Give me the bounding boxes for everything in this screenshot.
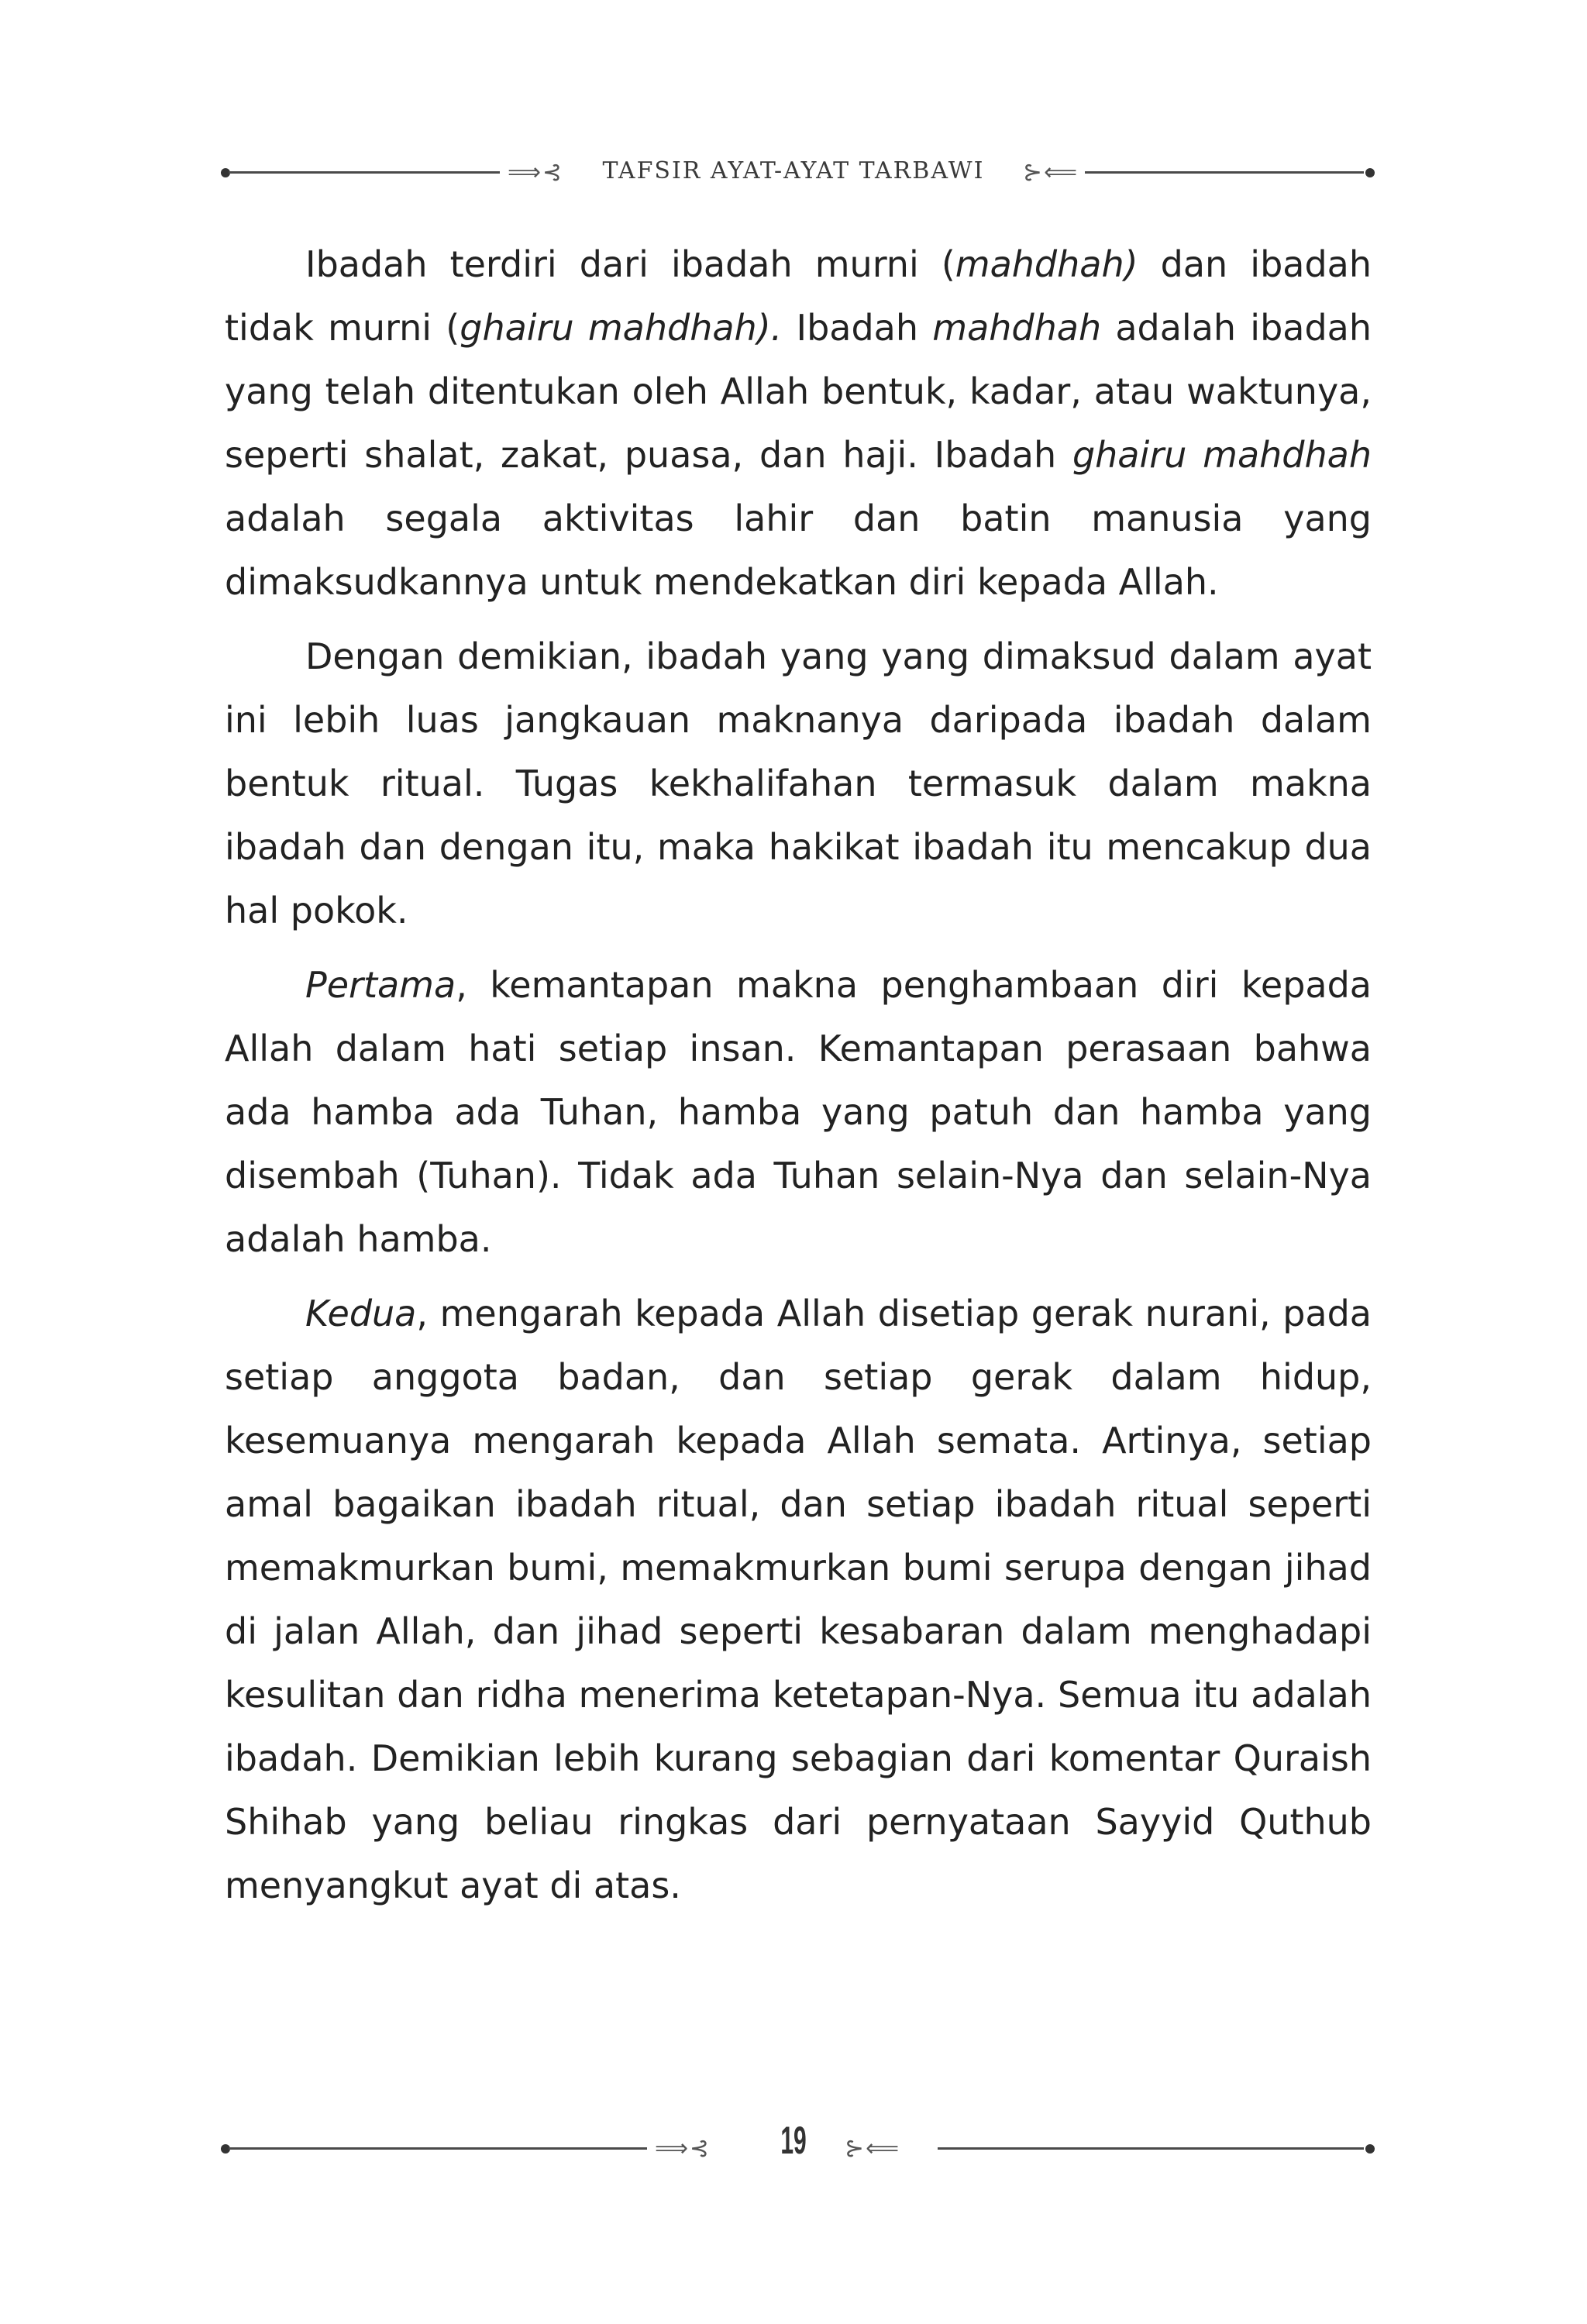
- page-number: 19: [780, 2119, 807, 2162]
- paragraph: [225, 625, 1372, 942]
- footer-rule-left: [229, 2147, 647, 2150]
- italic-term: Kedua: [305, 1293, 417, 1334]
- text-run: Ibadah terdiri dari ibadah murni (: [305, 243, 955, 285]
- running-title: TAFSIR AYAT-AYAT TARBAWI: [602, 157, 985, 184]
- paragraph: [225, 953, 1372, 1271]
- header-rule-right: [1085, 171, 1364, 174]
- italic-term: ghairu mahdhah: [1072, 434, 1372, 476]
- text-run: , mengarah kepada Allah disetiap gerak nurani, pada setiap anggota badan, dan setiap gerak dalam hidup, kesemuanya mengarah kepada Allah semata. Artinya, setiap amal bagaikan ibadah ritual, dan setiap ibadah ritual seperti memakmurkan bumi, memakmurkan bumi serupa dengan jihad di jalan Allah, dan jihad seperti kesabaran dalam menghadapi kesulitan dan ridha menerima ketetapan-Nya. Semua itu adalah ibadah. Demikian lebih kurang sebagian dari komentar Quraish Shihab yang beliau ringkas dari pernyataan Sayyid Quthub menyangkut ayat di atas.: [225, 1293, 1372, 1906]
- footer-rule-right: [938, 2147, 1364, 2150]
- footer-rule-right-dot: [1365, 2144, 1375, 2154]
- italic-term: mahdhah): [955, 243, 1138, 285]
- italic-term: ghairu mahdhah).: [460, 307, 783, 349]
- footer-ornament-left-icon: ⟹⊰: [655, 2135, 711, 2162]
- body-text: [225, 232, 1372, 1928]
- header-ornament-right-icon: ⊱⟸: [1023, 159, 1079, 186]
- header-ornament-left-icon: ⟹⊰: [508, 159, 564, 186]
- header-rule-right-dot: [1365, 168, 1375, 177]
- text-run: adalah ibadah yang telah ditentukan oleh Allah bentuk, kadar, atau waktunya, seperti shalat, zakat, puasa, dan haji. Ibadah: [225, 307, 1372, 476]
- text-run: , kemantapan makna penghambaan diri kepada Allah dalam hati setiap insan. Kemantapan perasaan bahwa ada hamba ada Tuhan, hamba yang patuh dan hamba yang disembah (Tuhan). Tidak ada Tuhan selain-Nya dan selain-Nya adalah hamba.: [225, 964, 1372, 1260]
- text-run: dan ibadah tidak murni (: [225, 243, 1372, 349]
- text-run: adalah segala aktivitas lahir dan batin manusia yang dimaksudkannya untuk mendekatkan diri kepada Allah.: [225, 498, 1372, 603]
- text-run: Dengan demikian, ibadah yang yang dimaksud dalam ayat ini lebih luas jangkauan maknanya daripada ibadah dalam bentuk ritual. Tugas kekhalifahan termasuk dalam makna ibadah dan dengan itu, maka hakikat ibadah itu mencakup dua hal pokok.: [225, 635, 1372, 931]
- footer-ornament-right-icon: ⊱⟸: [845, 2135, 901, 2162]
- paragraph: [225, 232, 1372, 614]
- italic-term: mahdhah: [932, 307, 1102, 349]
- paragraph: [225, 1282, 1372, 1917]
- text-run: Ibadah: [782, 307, 933, 349]
- italic-term: Pertama: [305, 964, 456, 1006]
